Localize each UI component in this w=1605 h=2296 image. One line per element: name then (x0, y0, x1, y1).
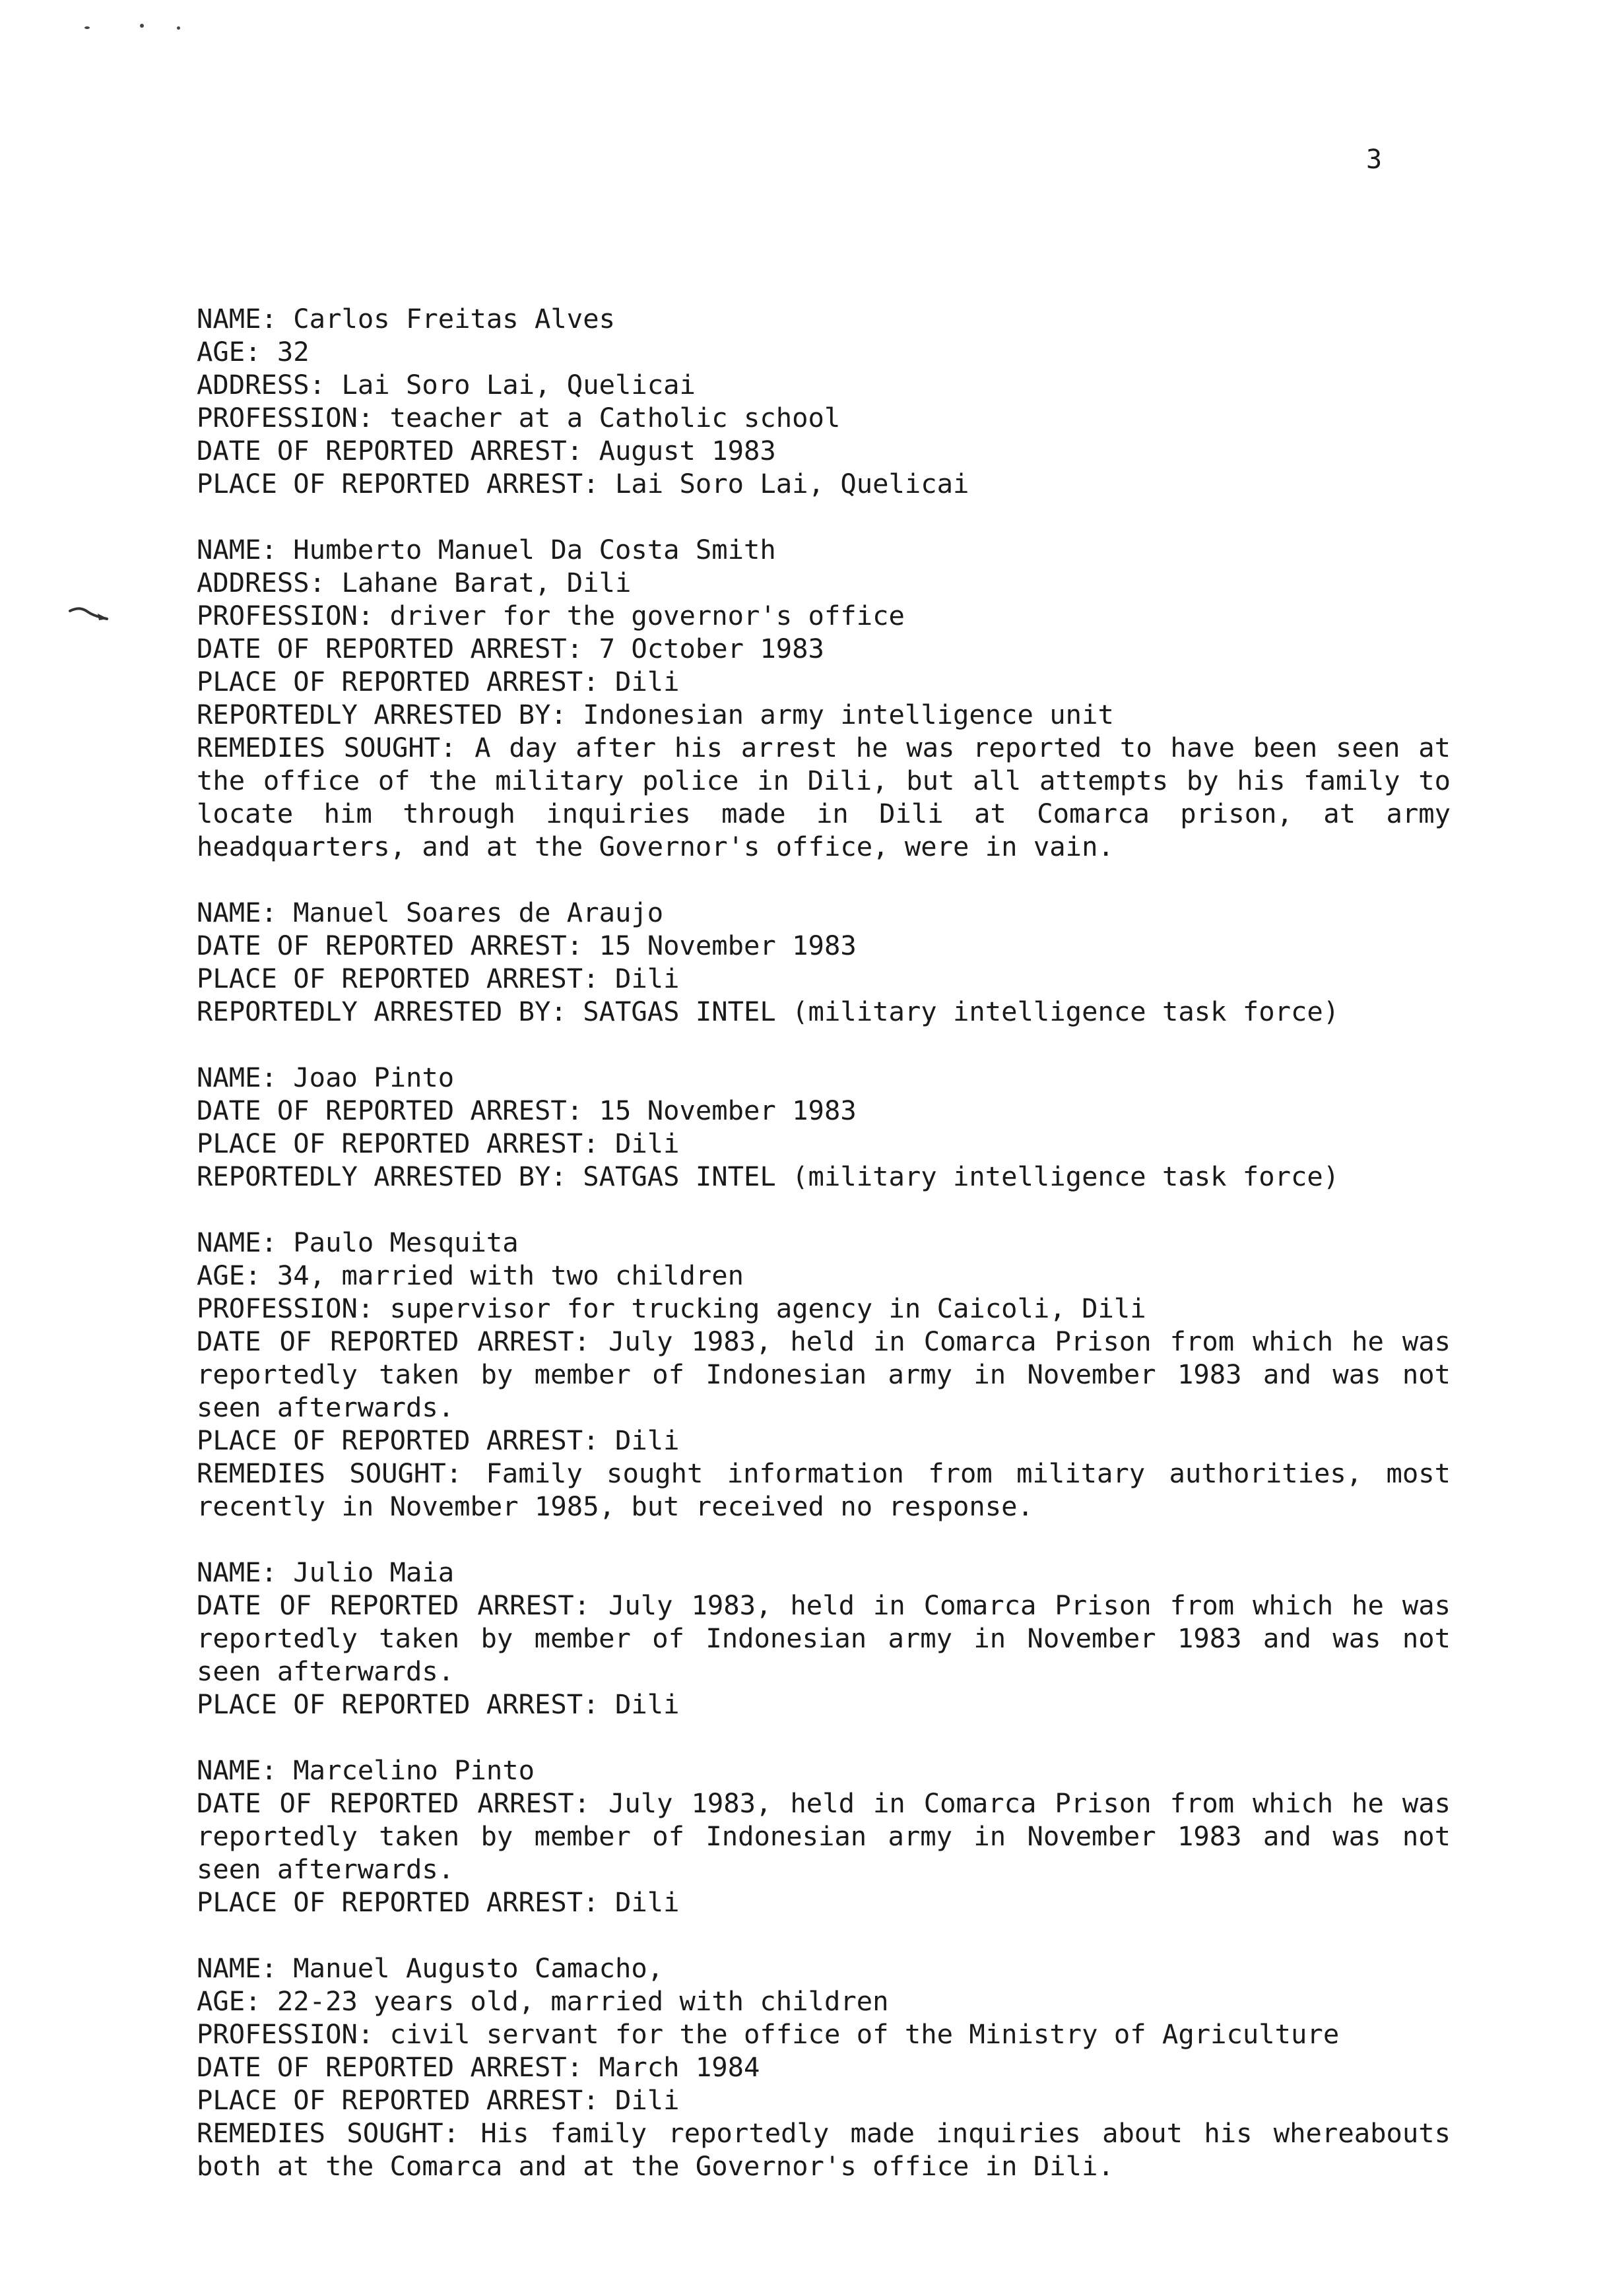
record-arrest-date: DATE OF REPORTED ARREST: 15 November 1983 (197, 1095, 857, 1126)
record-arrest-place: PLACE OF REPORTED ARREST: Dili (197, 1424, 680, 1456)
record-arrest-place: PLACE OF REPORTED ARREST: Dili (197, 1688, 680, 1720)
detainee-records (197, 302, 1451, 2216)
record-marcelino-pinto (197, 1754, 1451, 1919)
record-age: AGE: 32 (197, 336, 310, 367)
record-age: AGE: 34, married with two children (197, 1260, 744, 1291)
page-number: 3 (1366, 144, 1383, 175)
record-profession: PROFESSION: teacher at a Catholic school (197, 402, 841, 433)
record-arrest-place: PLACE OF REPORTED ARREST: Dili (197, 666, 680, 697)
record-arrest-date: DATE OF REPORTED ARREST: July 1983, held in Comarca Prison from which he was reportedly taken by member of Indonesian army in November 1983 and was not seen afterwards. (197, 1589, 1451, 1687)
record-profession: PROFESSION: civil servant for the office of the Ministry of Agriculture (197, 2018, 1340, 2050)
record-arrest-place: PLACE OF REPORTED ARREST: Dili (197, 2084, 680, 2116)
record-arrest-place: PLACE OF REPORTED ARREST: Lai Soro Lai, Quelicai (197, 468, 969, 499)
record-arrested-by: REPORTEDLY ARRESTED BY: SATGAS INTEL (military intelligence task force) (197, 1161, 1340, 1192)
record-profession: PROFESSION: driver for the governor's office (197, 600, 905, 631)
record-arrest-place: PLACE OF REPORTED ARREST: Dili (197, 1886, 680, 1918)
record-remedies-sought: REMEDIES SOUGHT: A day after his arrest he was reported to have been seen at the office of the military police in Dili, but all attempts by his family to locate him through inquiries made in Dili at Comarca prison, at army headquarters, and at the Governor's office, were in vain. (197, 732, 1451, 862)
record-profession: PROFESSION: supervisor for trucking agency in Caicoli, Dili (197, 1292, 1146, 1324)
record-arrest-date: DATE OF REPORTED ARREST: 15 November 1983 (197, 930, 857, 961)
record-name: NAME: Humberto Manuel Da Costa Smith (197, 534, 776, 565)
record-manuel-augusto-camacho (197, 1952, 1451, 2183)
scan-speck (84, 26, 90, 29)
record-name: NAME: Carlos Freitas Alves (197, 303, 615, 335)
record-remedies-sought: REMEDIES SOUGHT: Family sought information from military authorities, most recently in November 1985, but received no response. (197, 1457, 1451, 1522)
record-arrest-date: DATE OF REPORTED ARREST: August 1983 (197, 435, 776, 466)
record-name: NAME: Joao Pinto (197, 1062, 455, 1093)
record-joao-pinto (197, 1061, 1451, 1193)
record-manuel-soares-de-araujo (197, 896, 1451, 1028)
record-arrest-date: DATE OF REPORTED ARREST: 7 October 1983 (197, 633, 824, 664)
record-arrested-by: REPORTEDLY ARRESTED BY: SATGAS INTEL (military intelligence task force) (197, 996, 1340, 1027)
record-arrest-date: DATE OF REPORTED ARREST: July 1983, held in Comarca Prison from which he was reportedly taken by member of Indonesian army in November 1983 and was not seen afterwards. (197, 1787, 1451, 1885)
record-arrest-date: DATE OF REPORTED ARREST: March 1984 (197, 2051, 760, 2083)
scan-speck (177, 26, 180, 30)
record-name: NAME: Julio Maia (197, 1556, 455, 1588)
record-paulo-mesquita (197, 1226, 1451, 1523)
scan-speck (140, 24, 144, 28)
margin-mark-icon (69, 606, 115, 622)
record-arrest-place: PLACE OF REPORTED ARREST: Dili (197, 963, 680, 994)
record-name: NAME: Manuel Augusto Camacho, (197, 1952, 664, 1984)
record-arrest-place: PLACE OF REPORTED ARREST: Dili (197, 1128, 680, 1159)
record-address: ADDRESS: Lai Soro Lai, Quelicai (197, 369, 696, 400)
record-arrested-by: REPORTEDLY ARRESTED BY: Indonesian army intelligence unit (197, 699, 1114, 730)
record-arrest-date: DATE OF REPORTED ARREST: July 1983, held in Comarca Prison from which he was reportedly taken by member of Indonesian army in November 1983 and was not seen afterwards. (197, 1325, 1451, 1423)
record-carlos-freitas-alves (197, 302, 1451, 500)
record-name: NAME: Paulo Mesquita (197, 1227, 519, 1258)
record-name: NAME: Manuel Soares de Araujo (197, 897, 664, 928)
record-julio-maia (197, 1556, 1451, 1721)
record-humberto-manuel-da-costa-smith (197, 533, 1451, 863)
record-age: AGE: 22-23 years old, married with children (197, 1985, 889, 2017)
record-address: ADDRESS: Lahane Barat, Dili (197, 567, 632, 598)
record-remedies-sought: REMEDIES SOUGHT: His family reportedly made inquiries about his whereabouts both at the Comarca and at the Governor's office in Dili. (197, 2117, 1451, 2182)
record-name: NAME: Marcelino Pinto (197, 1754, 535, 1786)
